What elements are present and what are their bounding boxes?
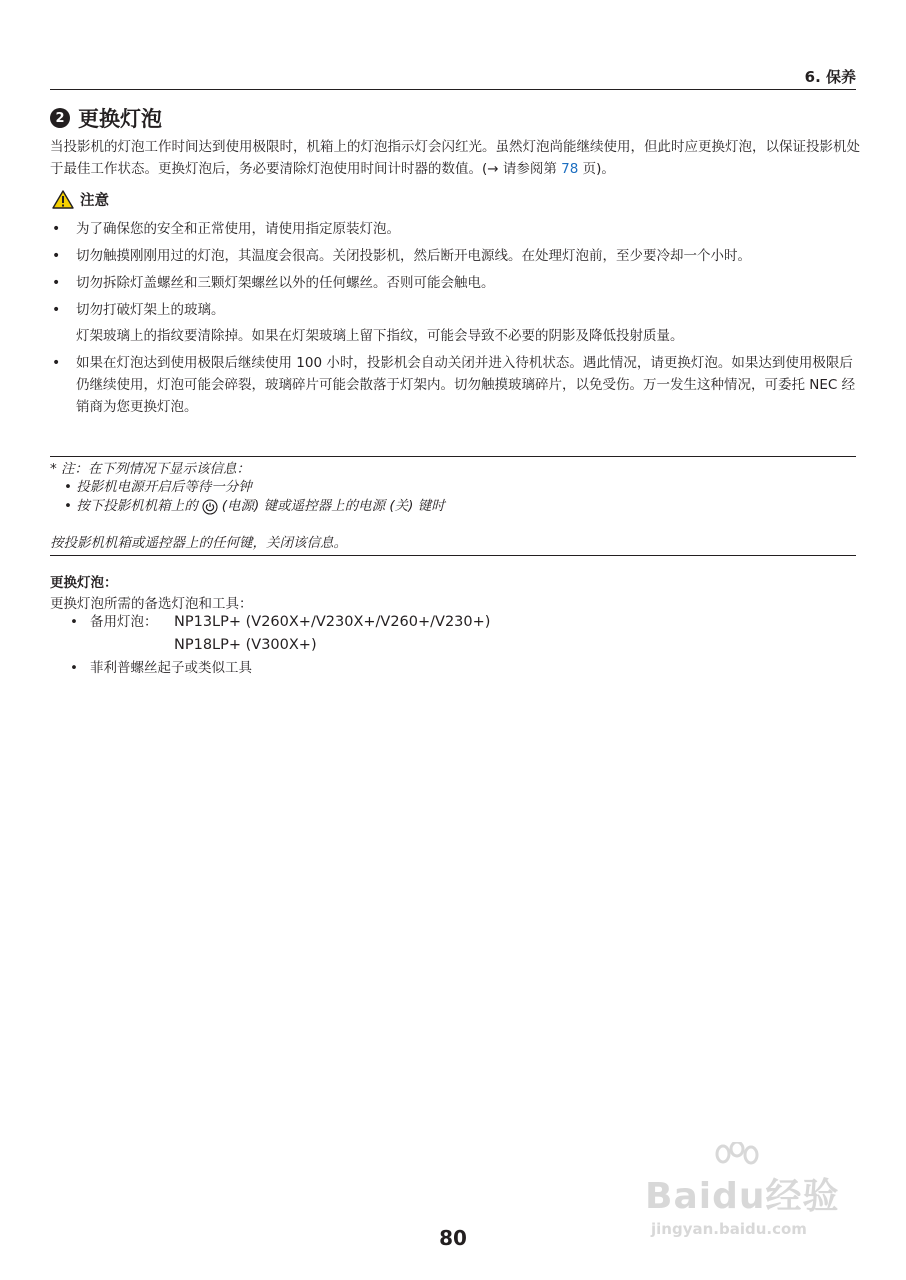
spare-lamp-model: NP13LP+ (V260X+/V230X+/V260+/V230+) bbox=[174, 614, 491, 630]
caution-item: • 为了确保您的安全和正常使用，请使用指定原装灯泡。 bbox=[50, 218, 860, 240]
section-title bbox=[50, 103, 162, 133]
intro-paragraph bbox=[50, 136, 860, 180]
caution-item: • 切勿拆除灯盖螺丝和三颗灯架螺丝以外的任何螺丝。否则可能会触电。 bbox=[50, 272, 860, 294]
list-item bbox=[70, 611, 490, 634]
section-title-text: 更换灯泡 bbox=[78, 107, 162, 131]
replacement-description: 更换灯泡所需的备选灯泡和工具： bbox=[50, 596, 253, 612]
caution-item-continuation: 灯架玻璃上的指纹要清除掉。如果在灯架玻璃上留下指纹，可能会导致不必要的阴影及降低投射质量。 bbox=[76, 328, 684, 344]
number-circle-icon: 2 bbox=[50, 108, 70, 128]
list-item bbox=[70, 634, 490, 657]
replacement-title: 更换灯泡： bbox=[50, 575, 118, 591]
caution-list bbox=[50, 218, 860, 423]
header-rule bbox=[50, 89, 856, 90]
caution-item: • 切勿打破灯架上的玻璃。 bbox=[50, 299, 860, 321]
note-item-text: • 按下投影机机箱上的 bbox=[64, 498, 198, 514]
watermark-url: jingyan.baidu.com bbox=[651, 1220, 807, 1238]
caution-item: • 切勿触摸刚刚用过的灯泡，其温度会很高。关闭投影机，然后断开电源线。在处理灯泡前，至少要冷却一个小时。 bbox=[50, 245, 860, 267]
parts-list bbox=[70, 611, 490, 680]
caution-heading bbox=[52, 189, 109, 210]
spare-lamp-label: 备用灯泡： bbox=[90, 614, 158, 630]
note-heading: * 注：在下列情况下显示该信息： bbox=[50, 461, 251, 477]
note-box bbox=[50, 456, 856, 556]
page-reference-link[interactable]: 78 bbox=[561, 161, 579, 177]
power-icon bbox=[202, 499, 218, 515]
note-dismiss-text: 按投影机机箱或遥控器上的任何键，关闭该信息。 bbox=[50, 535, 347, 551]
intro-text-end: 页)。 bbox=[578, 161, 615, 177]
caution-item: • 如果在灯泡达到使用极限后继续使用 100 小时，投影机会自动关闭并进入待机状态。遇此情况，请更换灯泡。如果达到使用极限后仍继续使用，灯泡可能会碎裂，玻璃碎片可能会散落于灯架内。切勿触摸玻璃碎片，以免受伤。万一发生这种情况，可委托 NEC 经销商为您更换灯泡。 bbox=[50, 352, 860, 418]
tool-item: 菲利普螺丝起子或类似工具 bbox=[90, 660, 252, 676]
bullet: • bbox=[70, 660, 78, 676]
bullet: • bbox=[70, 614, 78, 630]
warning-triangle-icon bbox=[52, 190, 74, 209]
page-number: 80 bbox=[439, 1226, 467, 1250]
chapter-heading: 6. 保养 bbox=[804, 68, 856, 86]
list-item bbox=[70, 657, 490, 680]
intro-text: 当投影机的灯泡工作时间达到使用极限时，机箱上的灯泡指示灯会闪红光。虽然灯泡尚能继续使用，但此时应更换灯泡，以保证投影机处于最佳工作状态。更换灯泡后，务必要清除灯泡使用时间计时器的数值。(→ 请参阅第 bbox=[50, 139, 860, 177]
watermark-brand: Baidu经验 bbox=[645, 1176, 840, 1217]
note-item: • 投影机电源开启后等待一分钟 bbox=[64, 479, 252, 495]
spare-lamp-model: NP18LP+ (V300X+) bbox=[174, 637, 317, 653]
note-item-text: (电源) 键或遥控器上的电源 (关) 键时 bbox=[221, 498, 445, 514]
note-item bbox=[64, 496, 445, 517]
caution-title: 注意 bbox=[80, 193, 109, 209]
